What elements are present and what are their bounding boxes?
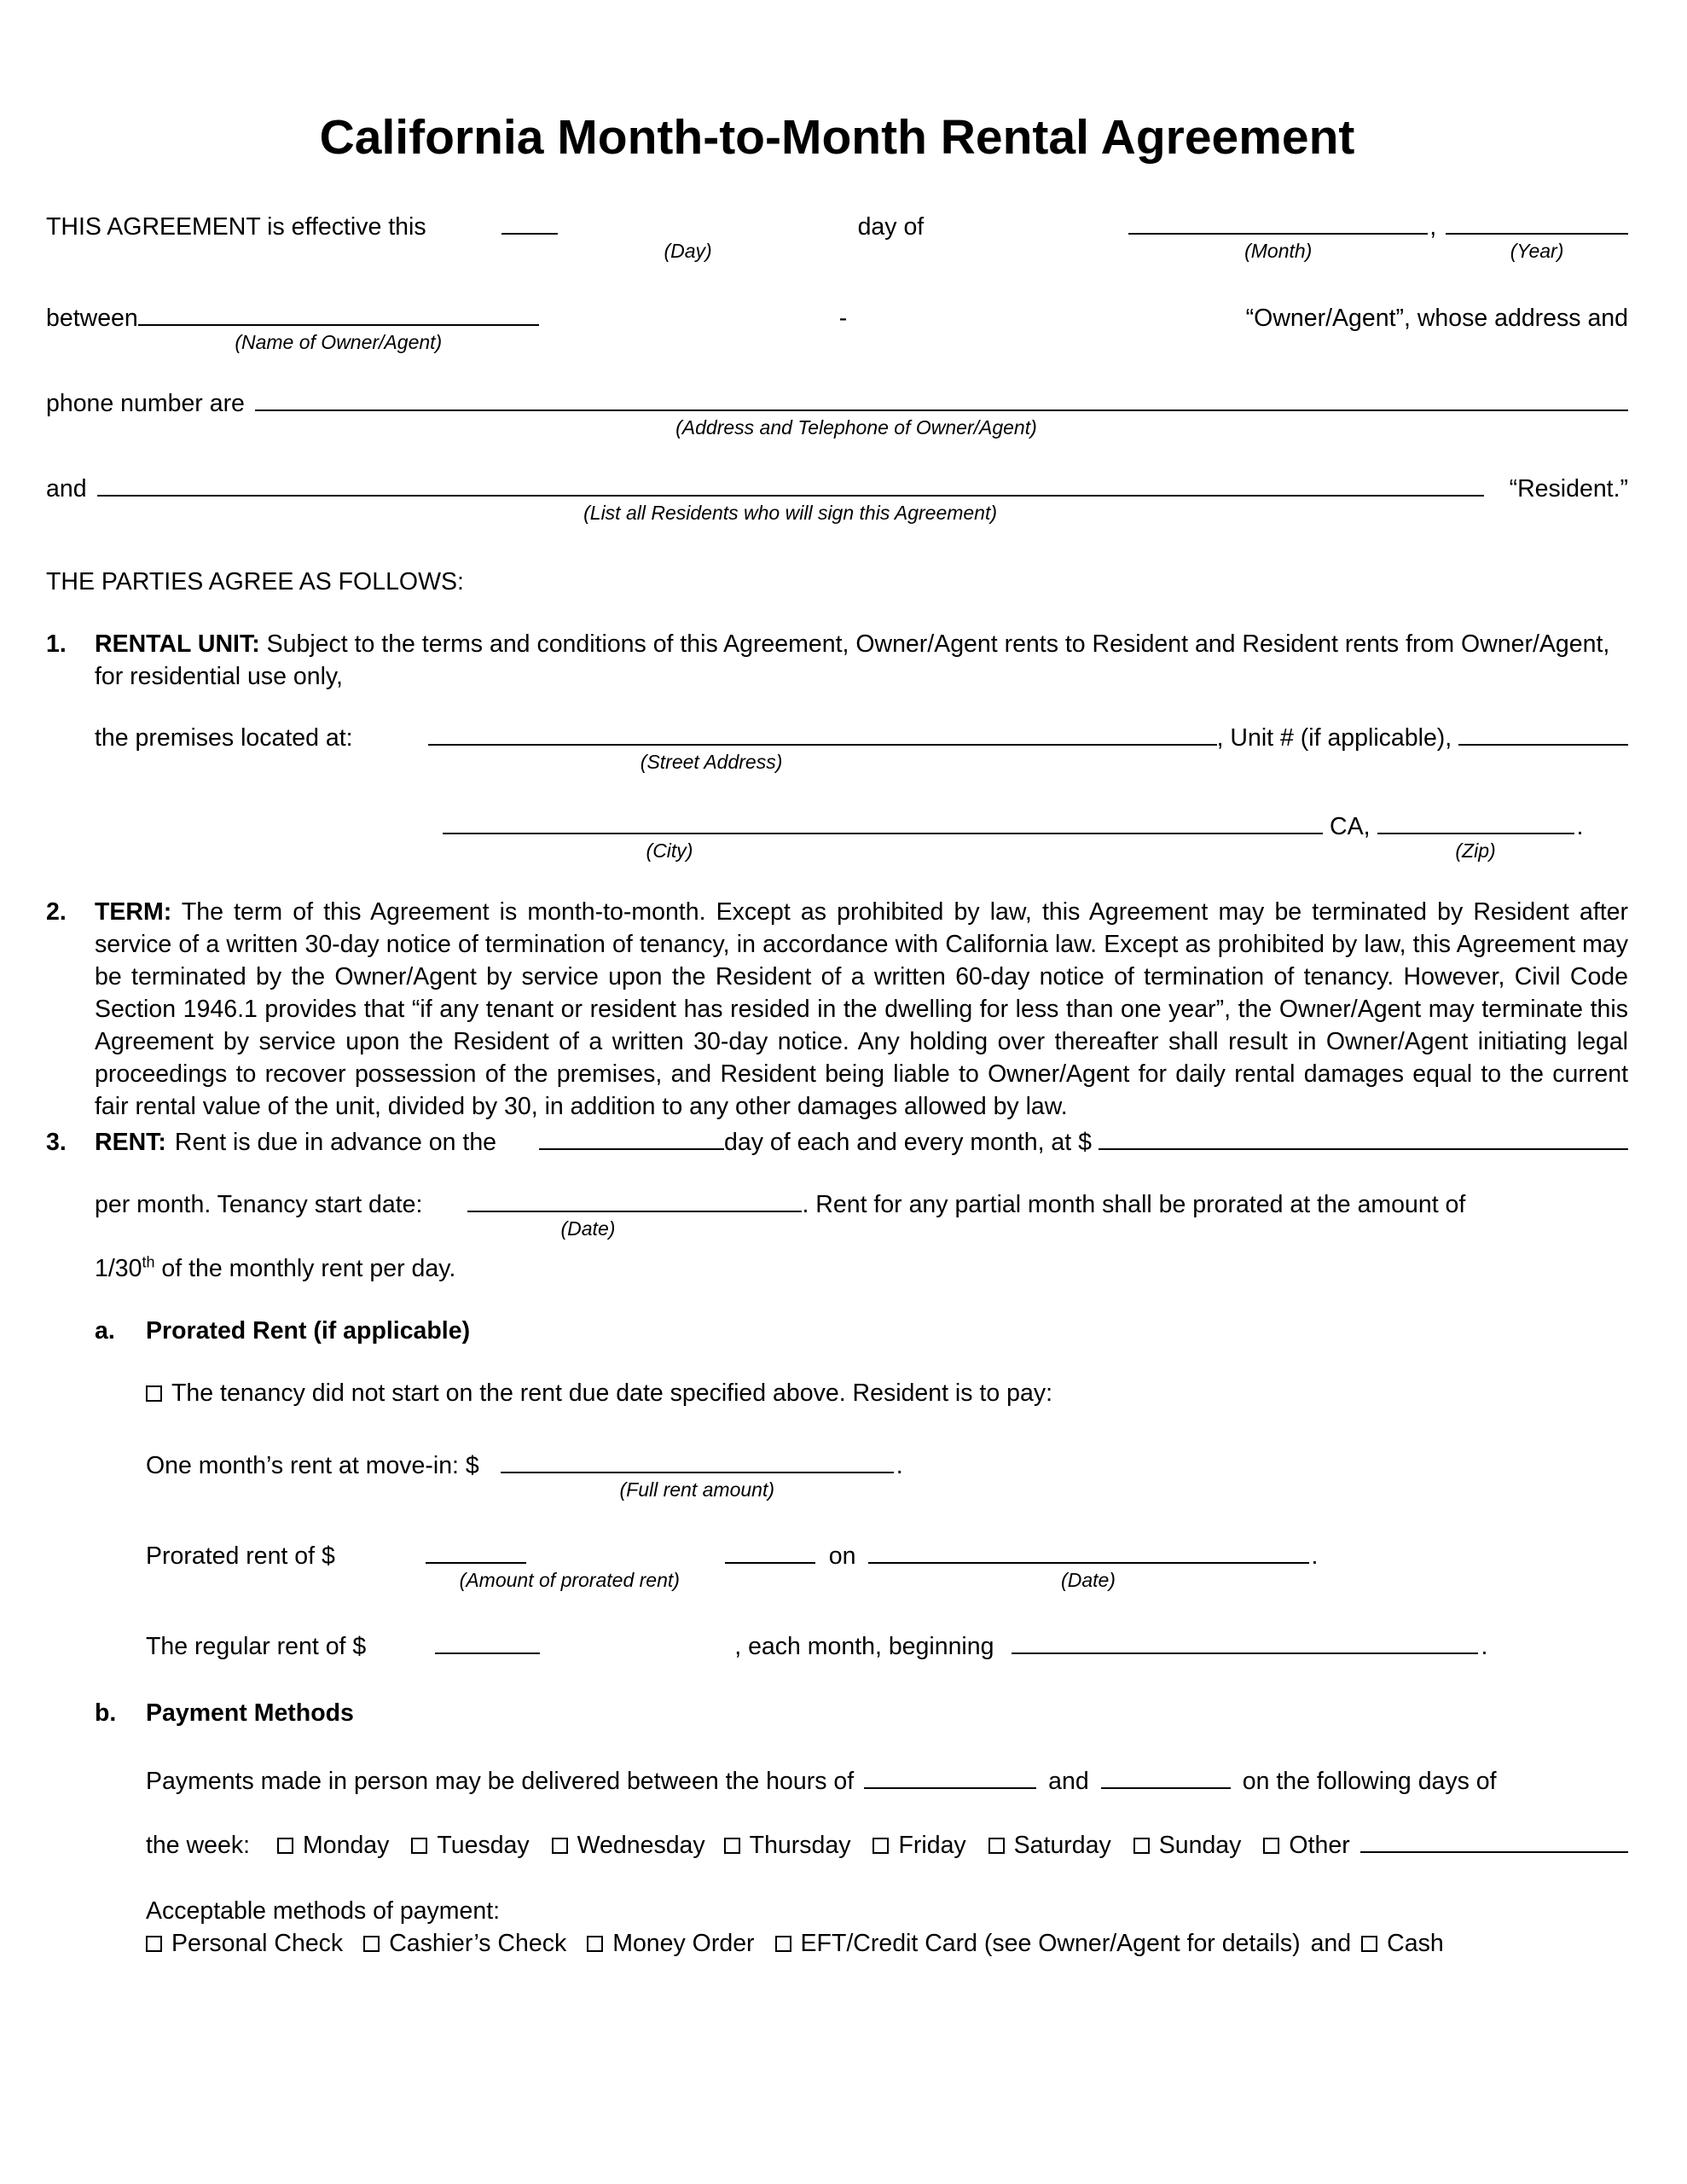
phone-text: phone number are xyxy=(46,390,245,417)
between-text: between xyxy=(46,305,138,332)
blank-line xyxy=(426,1542,526,1564)
ca-text: CA, xyxy=(1330,813,1371,840)
weekday-label: Monday xyxy=(303,1832,390,1859)
blank-line xyxy=(443,812,1323,834)
payment-method-label: Money Order xyxy=(612,1930,755,1957)
friday-checkbox[interactable] xyxy=(872,1838,889,1854)
payment-method-label: Cash xyxy=(1387,1930,1444,1957)
prorated-amount-caption: (Amount of prorated rent) xyxy=(459,1569,680,1591)
personal-check-checkbox[interactable] xyxy=(146,1936,162,1952)
rent-due-day-blank[interactable] xyxy=(539,1128,724,1150)
weekday-item xyxy=(1133,1829,1242,1862)
hours-to-blank[interactable] xyxy=(1101,1767,1231,1789)
payment-method-item xyxy=(775,1927,1301,1960)
section-number: 3. xyxy=(46,1129,67,1156)
prorate-note xyxy=(95,1252,1628,1285)
monday-checkbox[interactable] xyxy=(277,1838,293,1854)
payment-method-label: Cashier’s Check xyxy=(389,1930,567,1957)
owner-agent-text: “Owner/Agent”, whose address and xyxy=(1245,305,1628,332)
weekday-label: Other xyxy=(1289,1832,1350,1859)
blank-line xyxy=(138,304,539,326)
week-days-row xyxy=(146,1829,1628,1862)
blank-line xyxy=(255,389,1628,411)
day-blank[interactable] xyxy=(501,212,712,262)
period-text: . xyxy=(1481,1633,1488,1660)
blank-line xyxy=(501,1451,894,1473)
prorated-body xyxy=(146,1315,1628,1663)
money-order-checkbox[interactable] xyxy=(587,1936,603,1952)
saturday-checkbox[interactable] xyxy=(988,1838,1005,1854)
residents-blank[interactable] xyxy=(97,474,1484,524)
note-pre: 1/30 xyxy=(95,1255,142,1282)
payment-method-label: EFT/Credit Card (see Owner/Agent for details) xyxy=(800,1930,1301,1957)
term-text: The term of this Agreement is month-to-month. Except as prohibited by law, this Agreement may be terminated by Resident after service of a written 30-day notice of termination of tenancy, in accordance with California law. Except as prohibited by law, this Agreement may be terminated by the Owner/Agent by service upon the Resident of a written 60-day notice of termination of tenancy. However, Civil Code Section 1946.1 provides that “if any tenant or resident has resided in the dwelling for less than one year”, the Owner/Agent may terminate this Agreement by service upon the Resident of a written 30-day notice. Any holding over thereafter shall result in Owner/Agent initiating legal proceedings to recover possession of the premises, and Resident being liable to Owner/Agent for daily rental damages equal to the current fair rental value of the unit, divided by 30, in addition to any other damages allowed by law. xyxy=(95,898,1628,1120)
rent-body xyxy=(95,1126,1628,1960)
rent-due-mid-text: day of each and every month, at $ xyxy=(724,1129,1092,1156)
cashiers-check-checkbox[interactable] xyxy=(363,1936,380,1952)
document-title: California Month-to-Month Rental Agreement xyxy=(319,110,1355,165)
year-blank[interactable] xyxy=(1446,212,1628,262)
delivery-hours-row xyxy=(146,1765,1628,1798)
owner-name-caption: (Name of Owner/Agent) xyxy=(235,331,443,353)
effective-text: THIS AGREEMENT is effective this xyxy=(46,213,426,241)
hours-from-blank[interactable] xyxy=(864,1767,1036,1789)
sunday-checkbox[interactable] xyxy=(1133,1838,1150,1854)
premises-row xyxy=(95,722,1628,773)
rental-unit-text: Subject to the terms and conditions of this Agreement, Owner/Agent rents to Resident and Resident rents from Owner/Agent, for residential use only, xyxy=(95,630,1610,690)
zip-blank[interactable] xyxy=(1377,812,1574,862)
rent-amount-blank[interactable] xyxy=(1099,1128,1628,1150)
comma-text: , xyxy=(1429,213,1437,241)
one-month-text: One month’s rent at move-in: $ xyxy=(146,1452,479,1479)
eft-credit-card-checkbox[interactable] xyxy=(775,1936,791,1952)
blank-line xyxy=(467,1190,802,1212)
weekday-item xyxy=(1263,1829,1349,1862)
note-post: of the monthly rent per day. xyxy=(154,1255,456,1282)
payment-heading: Payment Methods xyxy=(146,1699,354,1727)
other-day-checkbox[interactable] xyxy=(1263,1838,1279,1854)
payment-method-item xyxy=(1361,1927,1444,1960)
period-text: . xyxy=(1576,813,1584,840)
hours-text: Payments made in person may be delivered between the hours of xyxy=(146,1768,855,1795)
subsection-letter: b. xyxy=(95,1699,117,1727)
owner-name-blank[interactable] xyxy=(138,304,539,353)
blank-line xyxy=(1377,812,1574,834)
methods-and-text: and xyxy=(1310,1930,1352,1957)
resident-quote-text: “Resident.” xyxy=(1509,475,1628,502)
term-paragraph xyxy=(95,896,1628,1123)
week-text: the week: xyxy=(146,1832,250,1859)
street-address-blank[interactable] xyxy=(428,723,1217,773)
section-number: 2. xyxy=(46,898,67,926)
weekday-label: Wednesday xyxy=(577,1832,705,1859)
blank-line xyxy=(1099,1128,1628,1150)
hours-and-text: and xyxy=(1048,1768,1089,1795)
payment-method-item xyxy=(363,1927,566,1960)
tenancy-start-date-blank[interactable] xyxy=(467,1190,802,1240)
blank-line xyxy=(97,474,1484,497)
blank-line xyxy=(435,1632,540,1654)
residents-caption: (List all Residents who will sign this Agreement) xyxy=(583,502,998,524)
intro-between-row xyxy=(46,302,1628,353)
hours-post-text: on the following days of xyxy=(1242,1768,1497,1795)
city-row xyxy=(95,810,1628,862)
weekday-label: Tuesday xyxy=(437,1832,530,1859)
weekday-item xyxy=(411,1829,529,1862)
and-text: and xyxy=(46,475,87,502)
section-term xyxy=(46,896,1628,1123)
owner-address-caption: (Address and Telephone of Owner/Agent) xyxy=(675,416,1037,439)
blank-line xyxy=(1360,1831,1628,1853)
owner-address-phone-blank[interactable] xyxy=(255,389,1628,439)
subsection-prorated-rent xyxy=(95,1315,1628,1663)
blank-line xyxy=(428,723,1217,746)
section-number: 1. xyxy=(46,630,67,658)
intro-resident-row xyxy=(46,473,1628,524)
blank-line xyxy=(1446,212,1628,235)
city-caption: (City) xyxy=(646,839,693,862)
prorated-rent-amount-blank[interactable] xyxy=(426,1542,680,1591)
day-caption: (Day) xyxy=(664,240,712,262)
blank-line xyxy=(725,1542,815,1564)
prorated-date-blank[interactable] xyxy=(868,1542,1309,1591)
prorated-checkbox-row xyxy=(146,1377,1628,1409)
blank-line xyxy=(501,212,558,235)
on-text: on xyxy=(828,1542,856,1570)
prorated-date-caption: (Date) xyxy=(1061,1569,1116,1591)
payment-method-item xyxy=(146,1927,343,1960)
unit-number-blank[interactable] xyxy=(1458,723,1628,746)
payment-body xyxy=(146,1697,1628,1960)
weekday-label: Friday xyxy=(898,1832,966,1859)
month-blank[interactable] xyxy=(1128,212,1428,262)
weekday-item xyxy=(724,1829,851,1862)
weekday-item xyxy=(277,1829,389,1862)
premises-text: the premises located at: xyxy=(95,724,353,752)
intro-phone-row xyxy=(46,387,1628,439)
weekday-item xyxy=(872,1829,965,1862)
payment-methods-row xyxy=(146,1927,1628,1960)
tenancy-start-checkbox[interactable] xyxy=(146,1385,162,1402)
month-caption: (Month) xyxy=(1244,240,1313,262)
payment-method-label: Personal Check xyxy=(171,1930,344,1957)
year-caption: (Year) xyxy=(1510,240,1564,262)
regular-rent-mid-text: , each month, beginning xyxy=(734,1633,994,1660)
street-address-caption: (Street Address) xyxy=(640,751,783,773)
prorated-rent-amount-blank-2[interactable] xyxy=(725,1542,815,1564)
full-rent-amount-blank[interactable] xyxy=(501,1451,894,1501)
regular-rent-text: The regular rent of $ xyxy=(146,1633,367,1660)
acceptable-methods-label: Acceptable methods of payment: xyxy=(146,1897,501,1925)
weekday-item xyxy=(552,1829,705,1862)
weekday-label: Saturday xyxy=(1013,1832,1111,1859)
subsection-letter: a. xyxy=(95,1317,115,1345)
agree-heading: THE PARTIES AGREE AS FOLLOWS: xyxy=(46,568,464,595)
prorated-checkbox-text: The tenancy did not start on the rent due date specified above. Resident is to pay: xyxy=(171,1380,1052,1407)
tenancy-start-row xyxy=(95,1188,1628,1240)
blank-line xyxy=(539,1128,724,1150)
day-of-text: day of xyxy=(857,213,925,241)
note-sup: th xyxy=(142,1253,155,1271)
regular-rent-amount-blank[interactable] xyxy=(435,1632,540,1654)
blank-line xyxy=(1458,723,1628,746)
one-month-rent-row xyxy=(146,1449,1628,1501)
period-text: . xyxy=(896,1452,903,1479)
section-rental-unit xyxy=(46,628,1628,862)
regular-rent-row xyxy=(146,1630,1628,1663)
tuesday-checkbox[interactable] xyxy=(411,1838,427,1854)
other-day-blank[interactable] xyxy=(1360,1831,1628,1853)
rent-due-text: Rent is due in advance on the xyxy=(174,1129,497,1156)
blank-line xyxy=(1128,212,1428,235)
blank-line xyxy=(868,1542,1309,1564)
thursday-checkbox[interactable] xyxy=(724,1838,740,1854)
payment-method-item xyxy=(587,1927,754,1960)
weekday-item xyxy=(988,1829,1111,1862)
weekday-label: Thursday xyxy=(749,1832,851,1859)
rental-unit-label: RENTAL UNIT: xyxy=(95,630,260,658)
city-blank[interactable] xyxy=(443,812,1323,862)
cash-checkbox[interactable] xyxy=(1361,1936,1377,1952)
prorate-text: . Rent for any partial month shall be prorated at the amount of xyxy=(802,1191,1466,1218)
weekday-label: Sunday xyxy=(1158,1832,1242,1859)
period-text: . xyxy=(1311,1542,1319,1570)
rent-due-row xyxy=(95,1126,1628,1159)
prorated-rent-text: Prorated rent of $ xyxy=(146,1542,335,1570)
intro-effective-row xyxy=(46,211,1628,262)
blank-line xyxy=(864,1767,1036,1789)
term-label: TERM: xyxy=(95,898,172,926)
rental-unit-paragraph xyxy=(95,628,1628,693)
section-rent xyxy=(46,1126,1628,1960)
zip-caption: (Zip) xyxy=(1455,839,1496,862)
tenancy-date-caption: (Date) xyxy=(560,1217,616,1240)
rental-unit-body xyxy=(95,628,1628,862)
blank-line xyxy=(1101,1767,1231,1789)
rent-label: RENT: xyxy=(95,1129,166,1156)
subsection-payment-methods xyxy=(95,1697,1628,1960)
blank-line xyxy=(1012,1632,1478,1654)
full-rent-caption: (Full rent amount) xyxy=(619,1478,775,1501)
prorated-rent-row xyxy=(146,1540,1628,1591)
prorated-heading: Prorated Rent (if applicable) xyxy=(146,1317,471,1345)
unit-text: , Unit # (if applicable), xyxy=(1216,724,1452,752)
per-month-text: per month. Tenancy start date: xyxy=(95,1191,423,1218)
regular-rent-begin-date-blank[interactable] xyxy=(1012,1632,1478,1654)
dash-text: - xyxy=(838,305,848,332)
wednesday-checkbox[interactable] xyxy=(552,1838,568,1854)
